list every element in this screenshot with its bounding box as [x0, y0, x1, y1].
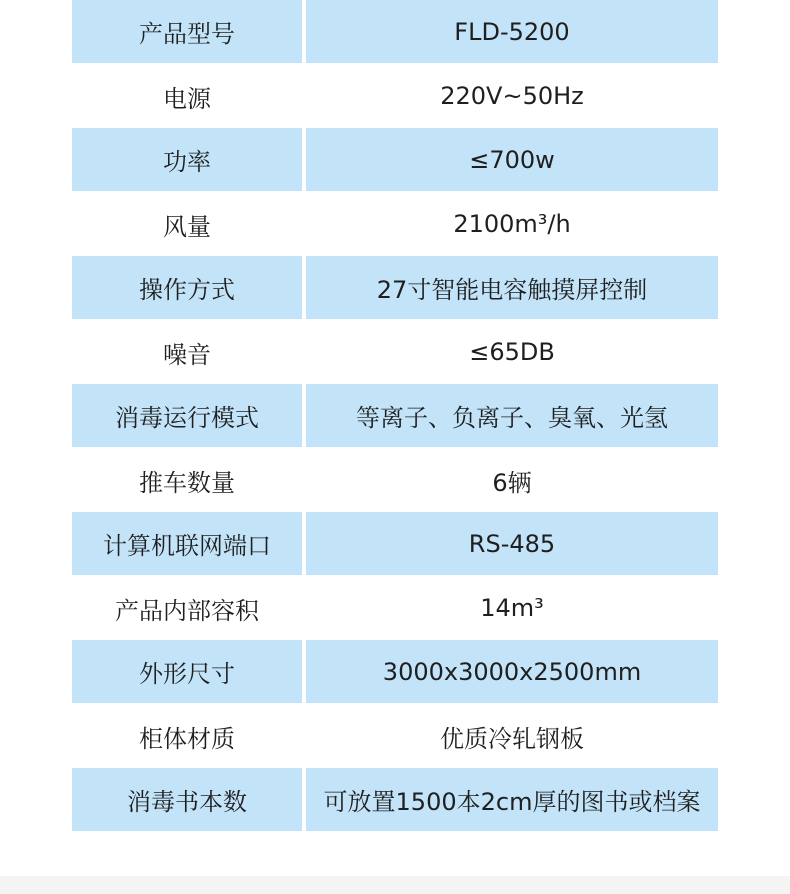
spec-value: 220V~50Hz — [440, 82, 584, 110]
spec-label: 噪音 — [163, 340, 211, 369]
spec-value: RS-485 — [306, 512, 718, 575]
spec-value: 等离子、负离子、臭氧、光氢 — [306, 384, 718, 447]
bottom-divider — [0, 876, 790, 894]
spec-label: 产品内部容积 — [115, 596, 259, 625]
spec-row-dimensions — [72, 640, 718, 703]
spec-row-model — [72, 0, 718, 63]
spec-value: ≤700w — [306, 128, 718, 191]
spec-label: 消毒书本数 — [72, 768, 302, 831]
spec-label: 产品型号 — [72, 0, 302, 63]
spec-row-power — [72, 128, 718, 191]
spec-label: 风量 — [163, 212, 211, 241]
spec-value: 27寸智能电容触摸屏控制 — [306, 256, 718, 319]
spec-row-cart-count — [72, 448, 718, 512]
spec-table — [72, 0, 718, 832]
spec-label: 功率 — [72, 128, 302, 191]
spec-label: 柜体材质 — [139, 724, 235, 753]
spec-row-network-port — [72, 512, 718, 575]
spec-row-cabinet-material — [72, 704, 718, 768]
spec-label: 外形尺寸 — [72, 640, 302, 703]
spec-row-operation-mode — [72, 256, 718, 319]
spec-value: 2100m³/h — [453, 210, 571, 238]
spec-label: 操作方式 — [72, 256, 302, 319]
spec-row-power-supply — [72, 64, 718, 128]
spec-row-airflow — [72, 192, 718, 256]
spec-label: 计算机联网端口 — [72, 512, 302, 575]
spec-row-noise — [72, 320, 718, 384]
spec-value: 6辆 — [492, 468, 532, 497]
spec-value: FLD-5200 — [306, 0, 718, 63]
spec-row-internal-volume — [72, 576, 718, 640]
spec-row-disinfection-mode — [72, 384, 718, 447]
spec-value: ≤65DB — [469, 338, 555, 366]
spec-row-book-capacity — [72, 768, 718, 831]
spec-value: 可放置1500本2cm厚的图书或档案 — [306, 768, 718, 831]
spec-value: 优质冷轧钢板 — [440, 724, 584, 753]
spec-label: 消毒运行模式 — [72, 384, 302, 447]
spec-label: 电源 — [163, 84, 211, 113]
spec-value: 3000x3000x2500mm — [306, 640, 718, 703]
spec-value: 14m³ — [480, 594, 544, 622]
spec-label: 推车数量 — [139, 468, 235, 497]
